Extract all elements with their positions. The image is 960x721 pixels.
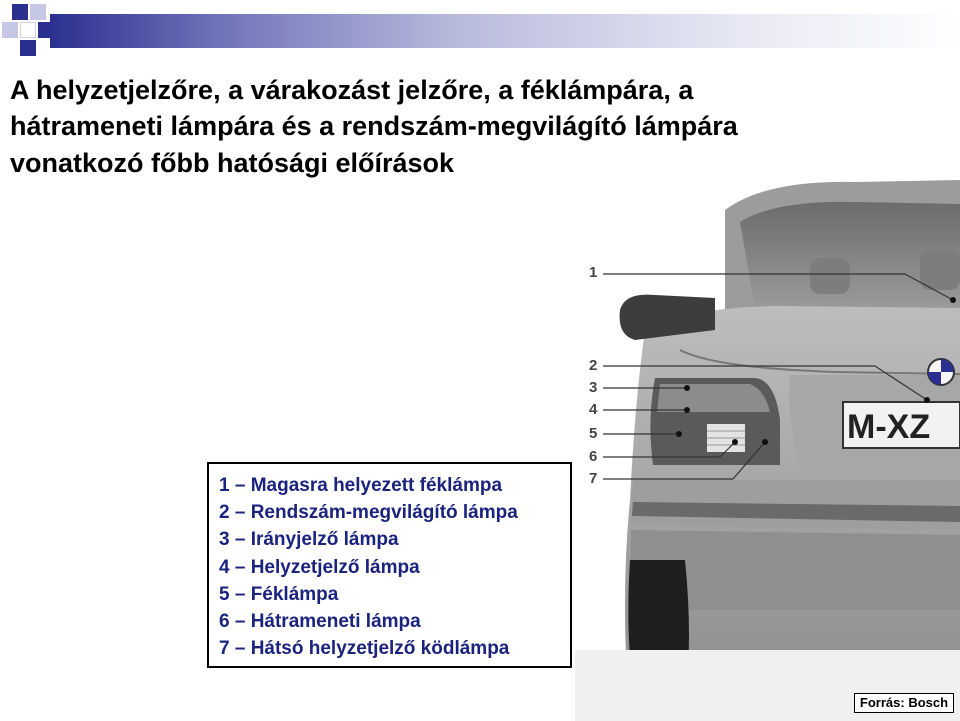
- legend-item: 3 – Irányjelző lámpa: [219, 529, 399, 551]
- headrest: [810, 258, 850, 294]
- callout-label: 4: [589, 401, 598, 418]
- legend-item: 2 – Rendszám-megvilágító lámpa: [219, 502, 518, 524]
- legend-item: 6 – Hátrameneti lámpa: [219, 611, 421, 633]
- legend-item: 1 – Magasra helyezett féklámpa: [219, 475, 503, 496]
- title-line: A helyzetjelzőre, a várakozást jelzőre, a féklámpára, a: [10, 75, 694, 105]
- title-line: vonatkozó főbb hatósági előírások: [10, 147, 455, 178]
- car-illustration: [575, 180, 960, 721]
- headrest: [920, 250, 960, 290]
- page-title: [10, 72, 890, 181]
- callout-label: 6: [589, 448, 598, 465]
- deco-square: [12, 4, 28, 20]
- callout-label: 7: [589, 470, 598, 487]
- legend-item: 7 – Hátsó helyzetjelző ködlámpa: [219, 638, 510, 660]
- header-gradient-bar: [50, 14, 960, 48]
- legend-box: [207, 462, 572, 668]
- deco-square: [20, 22, 36, 38]
- car-rear-photo: [575, 180, 960, 721]
- deco-square: [20, 40, 36, 56]
- plate-text: M-XZ: [847, 408, 931, 446]
- source-credit: Forrás: Bosch: [854, 693, 954, 713]
- legend-item: 5 – Féklámpa: [219, 583, 339, 605]
- callout-label: 2: [589, 357, 598, 374]
- deco-square: [30, 4, 46, 20]
- deco-square: [2, 22, 18, 38]
- title-line: hátrameneti lámpára és a rendszám-megvilágító lámpára: [10, 111, 738, 142]
- callout-label: 3: [589, 379, 598, 396]
- header-decoration: [0, 0, 960, 58]
- callout-label: 5: [589, 425, 598, 442]
- legend-item: 4 – Helyzetjelző lámpa: [219, 556, 420, 578]
- callout-label: 1: [589, 264, 598, 281]
